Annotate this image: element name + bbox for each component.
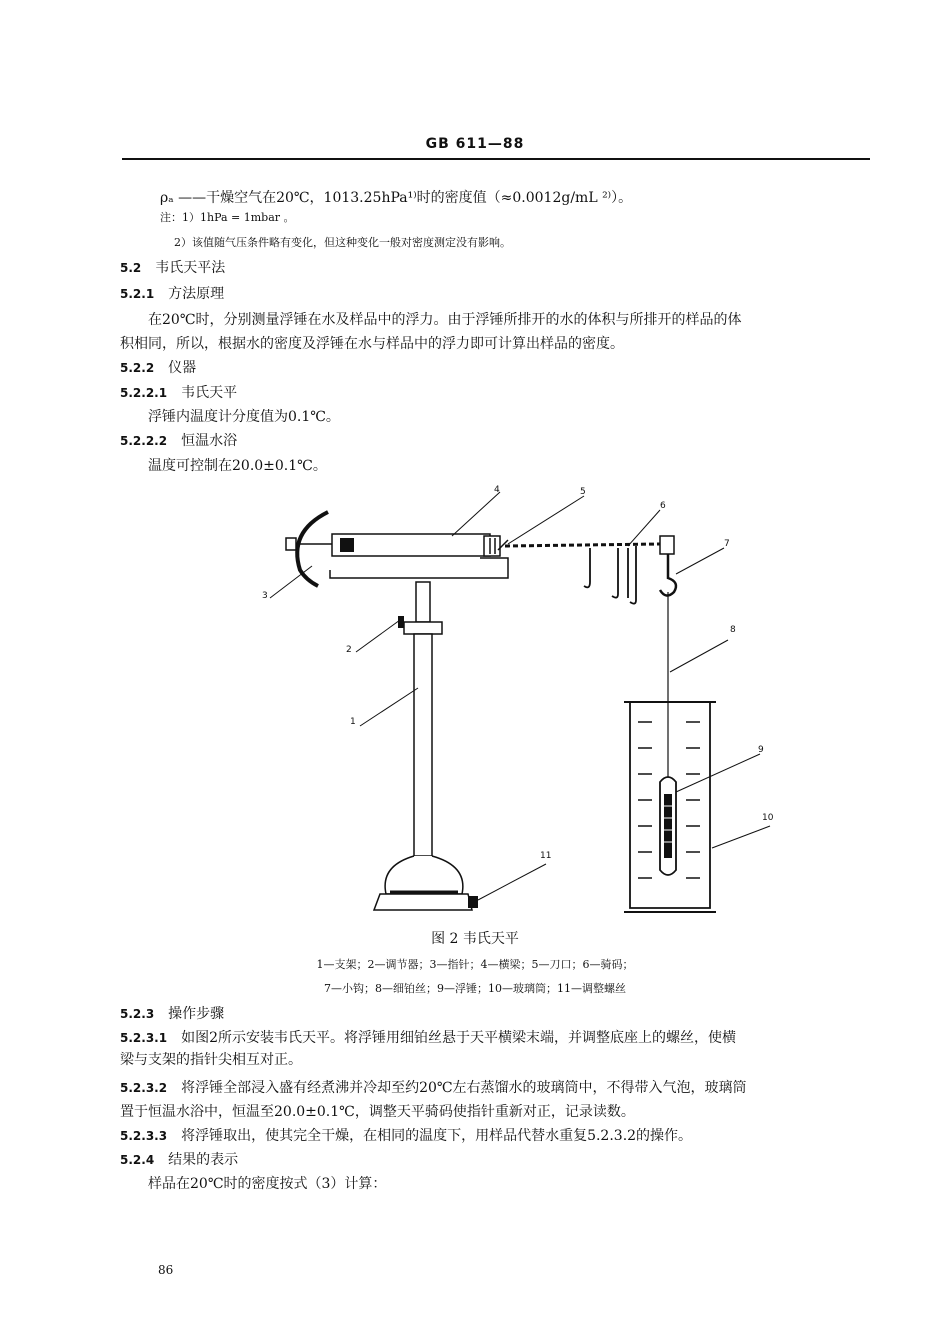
- label-1: 1: [350, 717, 356, 727]
- note-1: 注：1）1hPa = 1mbar 。: [160, 211, 295, 224]
- label-8: 8: [730, 625, 736, 635]
- document-header: GB 611—88: [425, 136, 525, 152]
- label-3: 3: [262, 591, 268, 601]
- water-bath-spec-text: 温度可控制在20.0±0.1℃。: [148, 458, 327, 474]
- leveling-screw: [468, 896, 478, 908]
- section-title: 方法原理: [168, 286, 225, 302]
- step-5-2-3-1-line-2: 梁与支架的指针尖相互对正。: [120, 1052, 302, 1068]
- step-5-2-3-2-line-2: 置于恒温水浴中，恒温至20.0±0.1℃，调整天平骑码使指针重新对正，记录读数。: [120, 1104, 635, 1120]
- result-formula-intro: 样品在20℃时的密度按式（3）计算：: [148, 1176, 387, 1192]
- section-5-2-4-heading: [120, 1150, 238, 1170]
- section-5-2-2-2-heading: [120, 431, 237, 451]
- step-5-2-3-1-line-1: [120, 1028, 736, 1048]
- rho-definition: ρₐ ——干燥空气在20℃，1013.25hPa¹⁾时的密度值（≈0.0012g/mL ²⁾）。: [160, 190, 633, 206]
- label-6: 6: [660, 501, 666, 511]
- principle-text-line-1: 在20℃时，分别测量浮锤在水及样品中的浮力。由于浮锤所排开的水的体积与所排开的样品的体: [148, 312, 742, 328]
- section-number: 5.2.3.2: [120, 1081, 168, 1095]
- section-5-2-heading: [120, 258, 225, 278]
- section-number: 5.2.4: [120, 1153, 155, 1167]
- section-number: 5.2.2: [120, 361, 155, 375]
- adjuster-knob: [398, 616, 404, 628]
- section-title: 韦氏天平: [181, 385, 238, 401]
- section-number: 5.2.2.2: [120, 434, 168, 448]
- step-text: 将浮锤全部浸入盛有经煮沸并冷却至约20℃左右蒸馏水的玻璃筒中，不得带入气泡，玻璃筒: [181, 1080, 747, 1096]
- section-number: 5.2.2.1: [120, 386, 168, 400]
- rider-weights: [584, 546, 636, 604]
- section-5-2-2-1-heading: [120, 383, 237, 403]
- section-number: 5.2: [120, 261, 142, 275]
- step-5-2-3-3: [120, 1126, 692, 1146]
- support-stand: [374, 582, 472, 910]
- step-text: 将浮锤取出，使其完全干燥，在相同的温度下，用样品代替水重复5.2.3.2的操作。: [181, 1128, 693, 1144]
- note-2: 2）该值随气压条件略有变化，但这种变化一般对密度测定没有影响。: [174, 236, 511, 249]
- step-5-2-3-2-line-1: [120, 1078, 747, 1098]
- figure-caption: 图 2 韦氏天平: [431, 931, 519, 947]
- small-hook: [660, 554, 676, 596]
- label-5: 5: [580, 487, 586, 497]
- westphal-balance-figure: [240, 482, 800, 922]
- section-title: 操作步骤: [168, 1006, 225, 1022]
- section-5-2-1-heading: [120, 284, 224, 304]
- section-number: 5.2.3.1: [120, 1031, 168, 1045]
- principle-text-line-2: 积相同，所以，根据水的密度及浮锤在水与样品中的浮力即可计算出样品的密度。: [120, 336, 624, 352]
- section-number: 5.2.3: [120, 1007, 155, 1021]
- section-number: 5.2.3.3: [120, 1129, 168, 1143]
- section-5-2-2-heading: [120, 358, 196, 378]
- section-title: 恒温水浴: [181, 433, 238, 449]
- label-10: 10: [762, 813, 774, 823]
- label-2: 2: [346, 645, 352, 655]
- section-number: 5.2.1: [120, 287, 155, 301]
- plummet: [660, 777, 676, 875]
- label-7: 7: [724, 539, 730, 549]
- label-9: 9: [758, 745, 764, 755]
- section-title: 韦氏天平法: [155, 260, 226, 276]
- header-rule: [122, 158, 870, 160]
- page-number: 86: [158, 1263, 174, 1277]
- label-4: 4: [494, 485, 500, 495]
- step-text: 如图2所示安装韦氏天平。将浮锤用细铂丝悬于天平横梁末端，并调整底座上的螺丝，使横: [181, 1030, 736, 1046]
- section-5-2-3-heading: [120, 1004, 224, 1024]
- figure-legend-line-1: 1—支架；2—调节器；3—指针；4—横梁；5—刀口；6—骑码；: [316, 958, 634, 971]
- section-title: 结果的表示: [168, 1152, 239, 1168]
- figure-legend-line-2: 7—小钩；8—细铂丝；9—浮锤；10—玻璃筒；11—调整螺丝: [324, 982, 626, 995]
- balance-spec-text: 浮锤内温度计分度值为0.1℃。: [148, 409, 340, 425]
- section-title: 仪器: [168, 360, 197, 376]
- label-11: 11: [540, 851, 552, 861]
- balance-pointer-arc: [286, 512, 332, 586]
